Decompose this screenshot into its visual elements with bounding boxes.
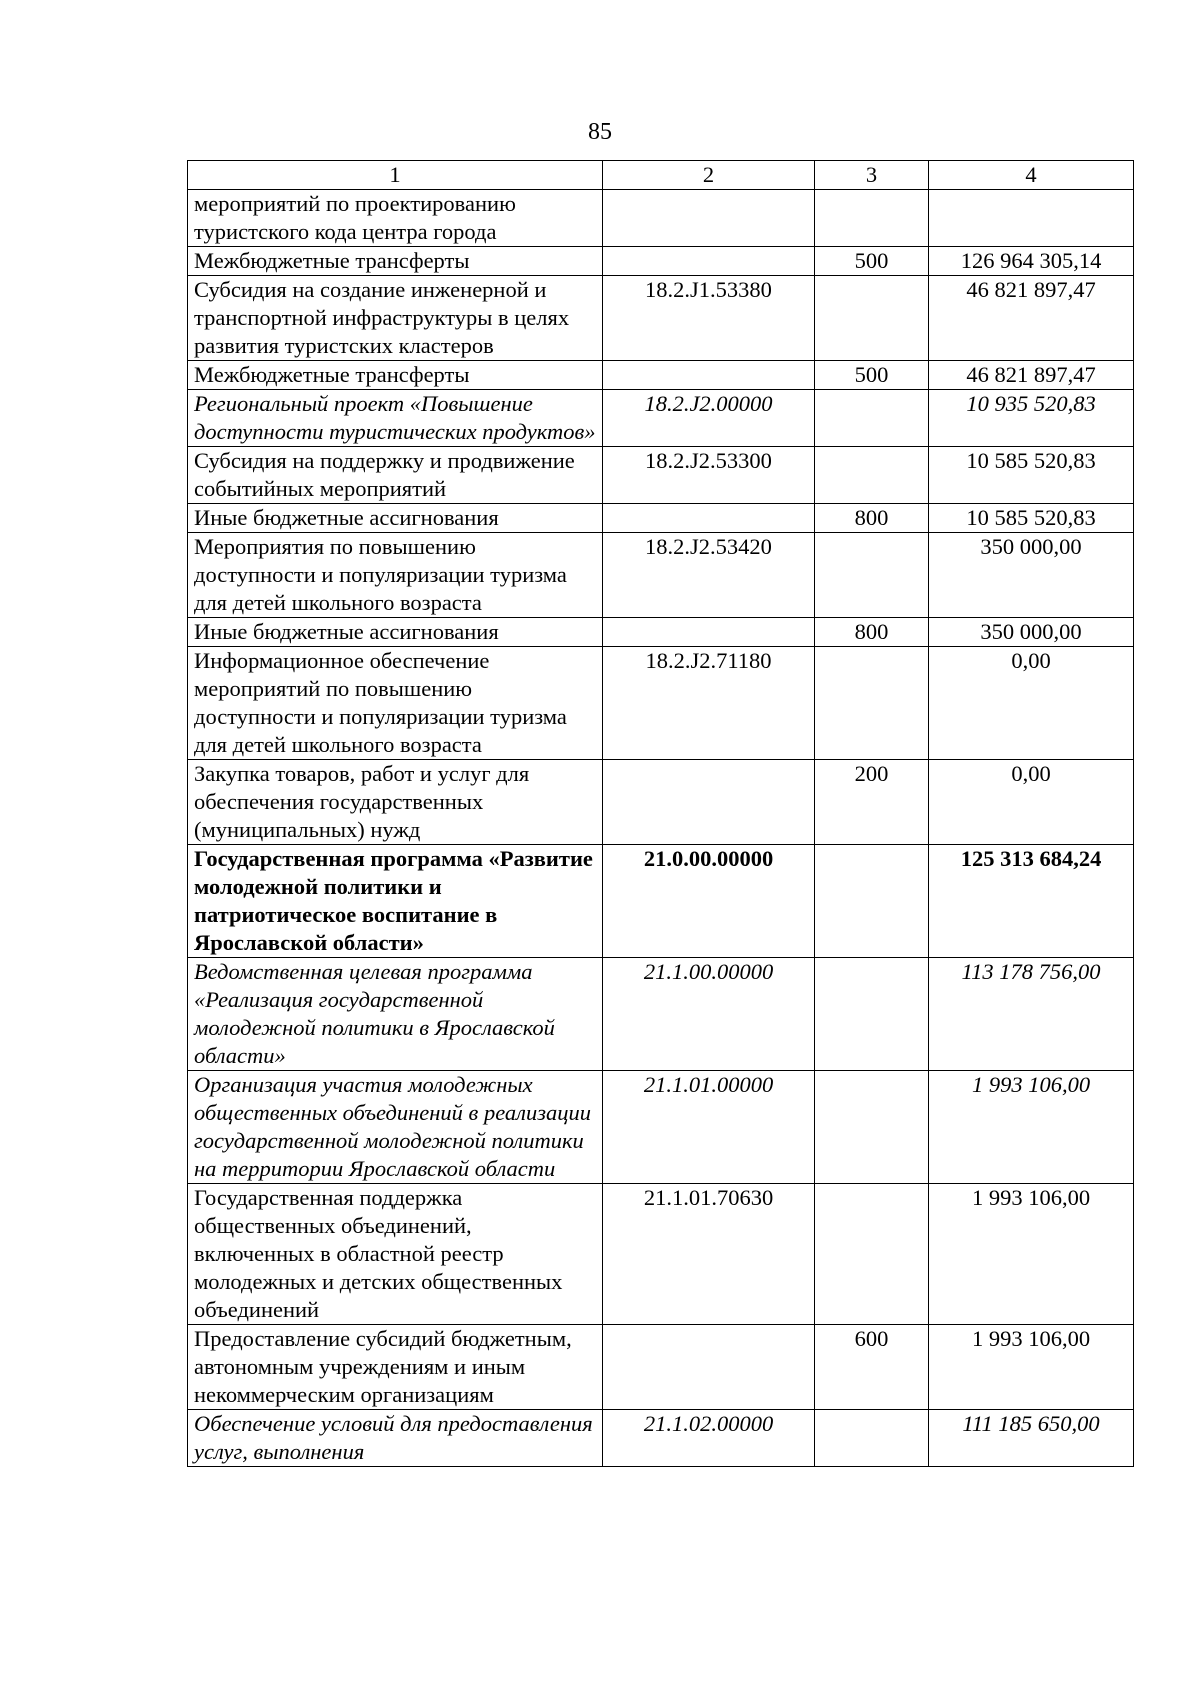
row-name-cell: Региональный проект «Повышение доступности туристических продуктов» (188, 390, 603, 447)
table-row (188, 247, 1134, 276)
row-code-cell (603, 1325, 815, 1410)
row-code-cell: 18.2.J1.53380 (603, 276, 815, 361)
row-code-cell (603, 618, 815, 647)
row-type-cell (815, 958, 929, 1071)
page-number: 85 (588, 119, 612, 145)
row-amount-cell: 1 993 106,00 (929, 1071, 1134, 1184)
row-name-cell: Иные бюджетные ассигнования (188, 504, 603, 533)
row-name-cell: Предоставление субсидий бюджетным, автономным учреждениям и иным некоммерческим организациям (188, 1325, 603, 1410)
row-amount-cell: 10 935 520,83 (929, 390, 1134, 447)
row-type-cell (815, 190, 929, 247)
row-amount-cell: 10 585 520,83 (929, 447, 1134, 504)
row-type-cell (815, 390, 929, 447)
table-row (188, 647, 1134, 760)
row-code-cell (603, 190, 815, 247)
table-row (188, 361, 1134, 390)
table-row (188, 504, 1134, 533)
row-code-cell: 18.2.J2.00000 (603, 390, 815, 447)
row-code-cell: 21.0.00.00000 (603, 845, 815, 958)
table-row (188, 1325, 1134, 1410)
row-amount-cell: 0,00 (929, 647, 1134, 760)
row-name-cell: мероприятий по проектированию туристского кода центра города (188, 190, 603, 247)
row-amount-cell: 350 000,00 (929, 533, 1134, 618)
row-name-cell: Мероприятия по повышению доступности и популяризации туризма для детей школьного возраста (188, 533, 603, 618)
row-type-cell: 800 (815, 504, 929, 533)
table-row (188, 390, 1134, 447)
row-name-cell: Государственная программа «Развитие молодежной политики и патриотическое воспитание в Ярославской области» (188, 845, 603, 958)
row-code-cell: 18.2.J2.53420 (603, 533, 815, 618)
row-amount-cell: 126 964 305,14 (929, 247, 1134, 276)
table-row (188, 1184, 1134, 1325)
table-row (188, 447, 1134, 504)
row-amount-cell: 125 313 684,24 (929, 845, 1134, 958)
column-header-4: 4 (929, 161, 1134, 190)
row-type-cell: 500 (815, 361, 929, 390)
column-header-1: 1 (188, 161, 603, 190)
row-name-cell: Обеспечение условий для предоставления услуг, выполнения (188, 1410, 603, 1467)
table-row (188, 533, 1134, 618)
row-code-cell (603, 361, 815, 390)
row-amount-cell: 46 821 897,47 (929, 361, 1134, 390)
row-amount-cell: 111 185 650,00 (929, 1410, 1134, 1467)
row-name-cell: Субсидия на поддержку и продвижение событийных мероприятий (188, 447, 603, 504)
row-code-cell (603, 247, 815, 276)
row-type-cell: 600 (815, 1325, 929, 1410)
row-amount-cell: 1 993 106,00 (929, 1325, 1134, 1410)
row-type-cell: 500 (815, 247, 929, 276)
row-amount-cell: 113 178 756,00 (929, 958, 1134, 1071)
row-name-cell: Субсидия на создание инженерной и транспортной инфраструктуры в целях развития туристских кластеров (188, 276, 603, 361)
row-type-cell (815, 276, 929, 361)
row-name-cell: Иные бюджетные ассигнования (188, 618, 603, 647)
table-row (188, 845, 1134, 958)
row-type-cell (815, 1071, 929, 1184)
row-code-cell: 21.1.02.00000 (603, 1410, 815, 1467)
row-code-cell: 18.2.J2.53300 (603, 447, 815, 504)
row-code-cell: 21.1.01.00000 (603, 1071, 815, 1184)
table-row (188, 958, 1134, 1071)
row-code-cell (603, 504, 815, 533)
row-name-cell: Межбюджетные трансферты (188, 247, 603, 276)
row-type-cell (815, 845, 929, 958)
row-type-cell: 800 (815, 618, 929, 647)
table-row (188, 1410, 1134, 1467)
row-name-cell: Организация участия молодежных общественных объединений в реализации государственной молодежной политики на территории Ярославской области (188, 1071, 603, 1184)
table-row (188, 276, 1134, 361)
row-amount-cell (929, 190, 1134, 247)
row-amount-cell: 46 821 897,47 (929, 276, 1134, 361)
row-code-cell: 21.1.01.70630 (603, 1184, 815, 1325)
row-type-cell (815, 647, 929, 760)
row-amount-cell: 1 993 106,00 (929, 1184, 1134, 1325)
column-header-3: 3 (815, 161, 929, 190)
column-header-2: 2 (603, 161, 815, 190)
row-code-cell (603, 760, 815, 845)
row-type-cell (815, 533, 929, 618)
row-type-cell (815, 447, 929, 504)
row-amount-cell: 350 000,00 (929, 618, 1134, 647)
row-name-cell: Информационное обеспечение мероприятий по повышению доступности и популяризации туризма для детей школьного возраста (188, 647, 603, 760)
row-name-cell: Ведомственная целевая программа «Реализация государственной молодежной политики в Ярославской области» (188, 958, 603, 1071)
table-row (188, 190, 1134, 247)
row-amount-cell: 0,00 (929, 760, 1134, 845)
budget-table (187, 160, 1134, 1467)
row-name-cell: Закупка товаров, работ и услуг для обеспечения государственных (муниципальных) нужд (188, 760, 603, 845)
row-type-cell (815, 1184, 929, 1325)
table-row (188, 1071, 1134, 1184)
table-row (188, 760, 1134, 845)
row-code-cell: 18.2.J2.71180 (603, 647, 815, 760)
row-type-cell: 200 (815, 760, 929, 845)
row-name-cell: Межбюджетные трансферты (188, 361, 603, 390)
row-name-cell: Государственная поддержка общественных объединений, включенных в областной реестр молодежных и детских общественных объединений (188, 1184, 603, 1325)
table-row (188, 618, 1134, 647)
header-row (188, 161, 1134, 190)
row-code-cell: 21.1.00.00000 (603, 958, 815, 1071)
row-amount-cell: 10 585 520,83 (929, 504, 1134, 533)
row-type-cell (815, 1410, 929, 1467)
